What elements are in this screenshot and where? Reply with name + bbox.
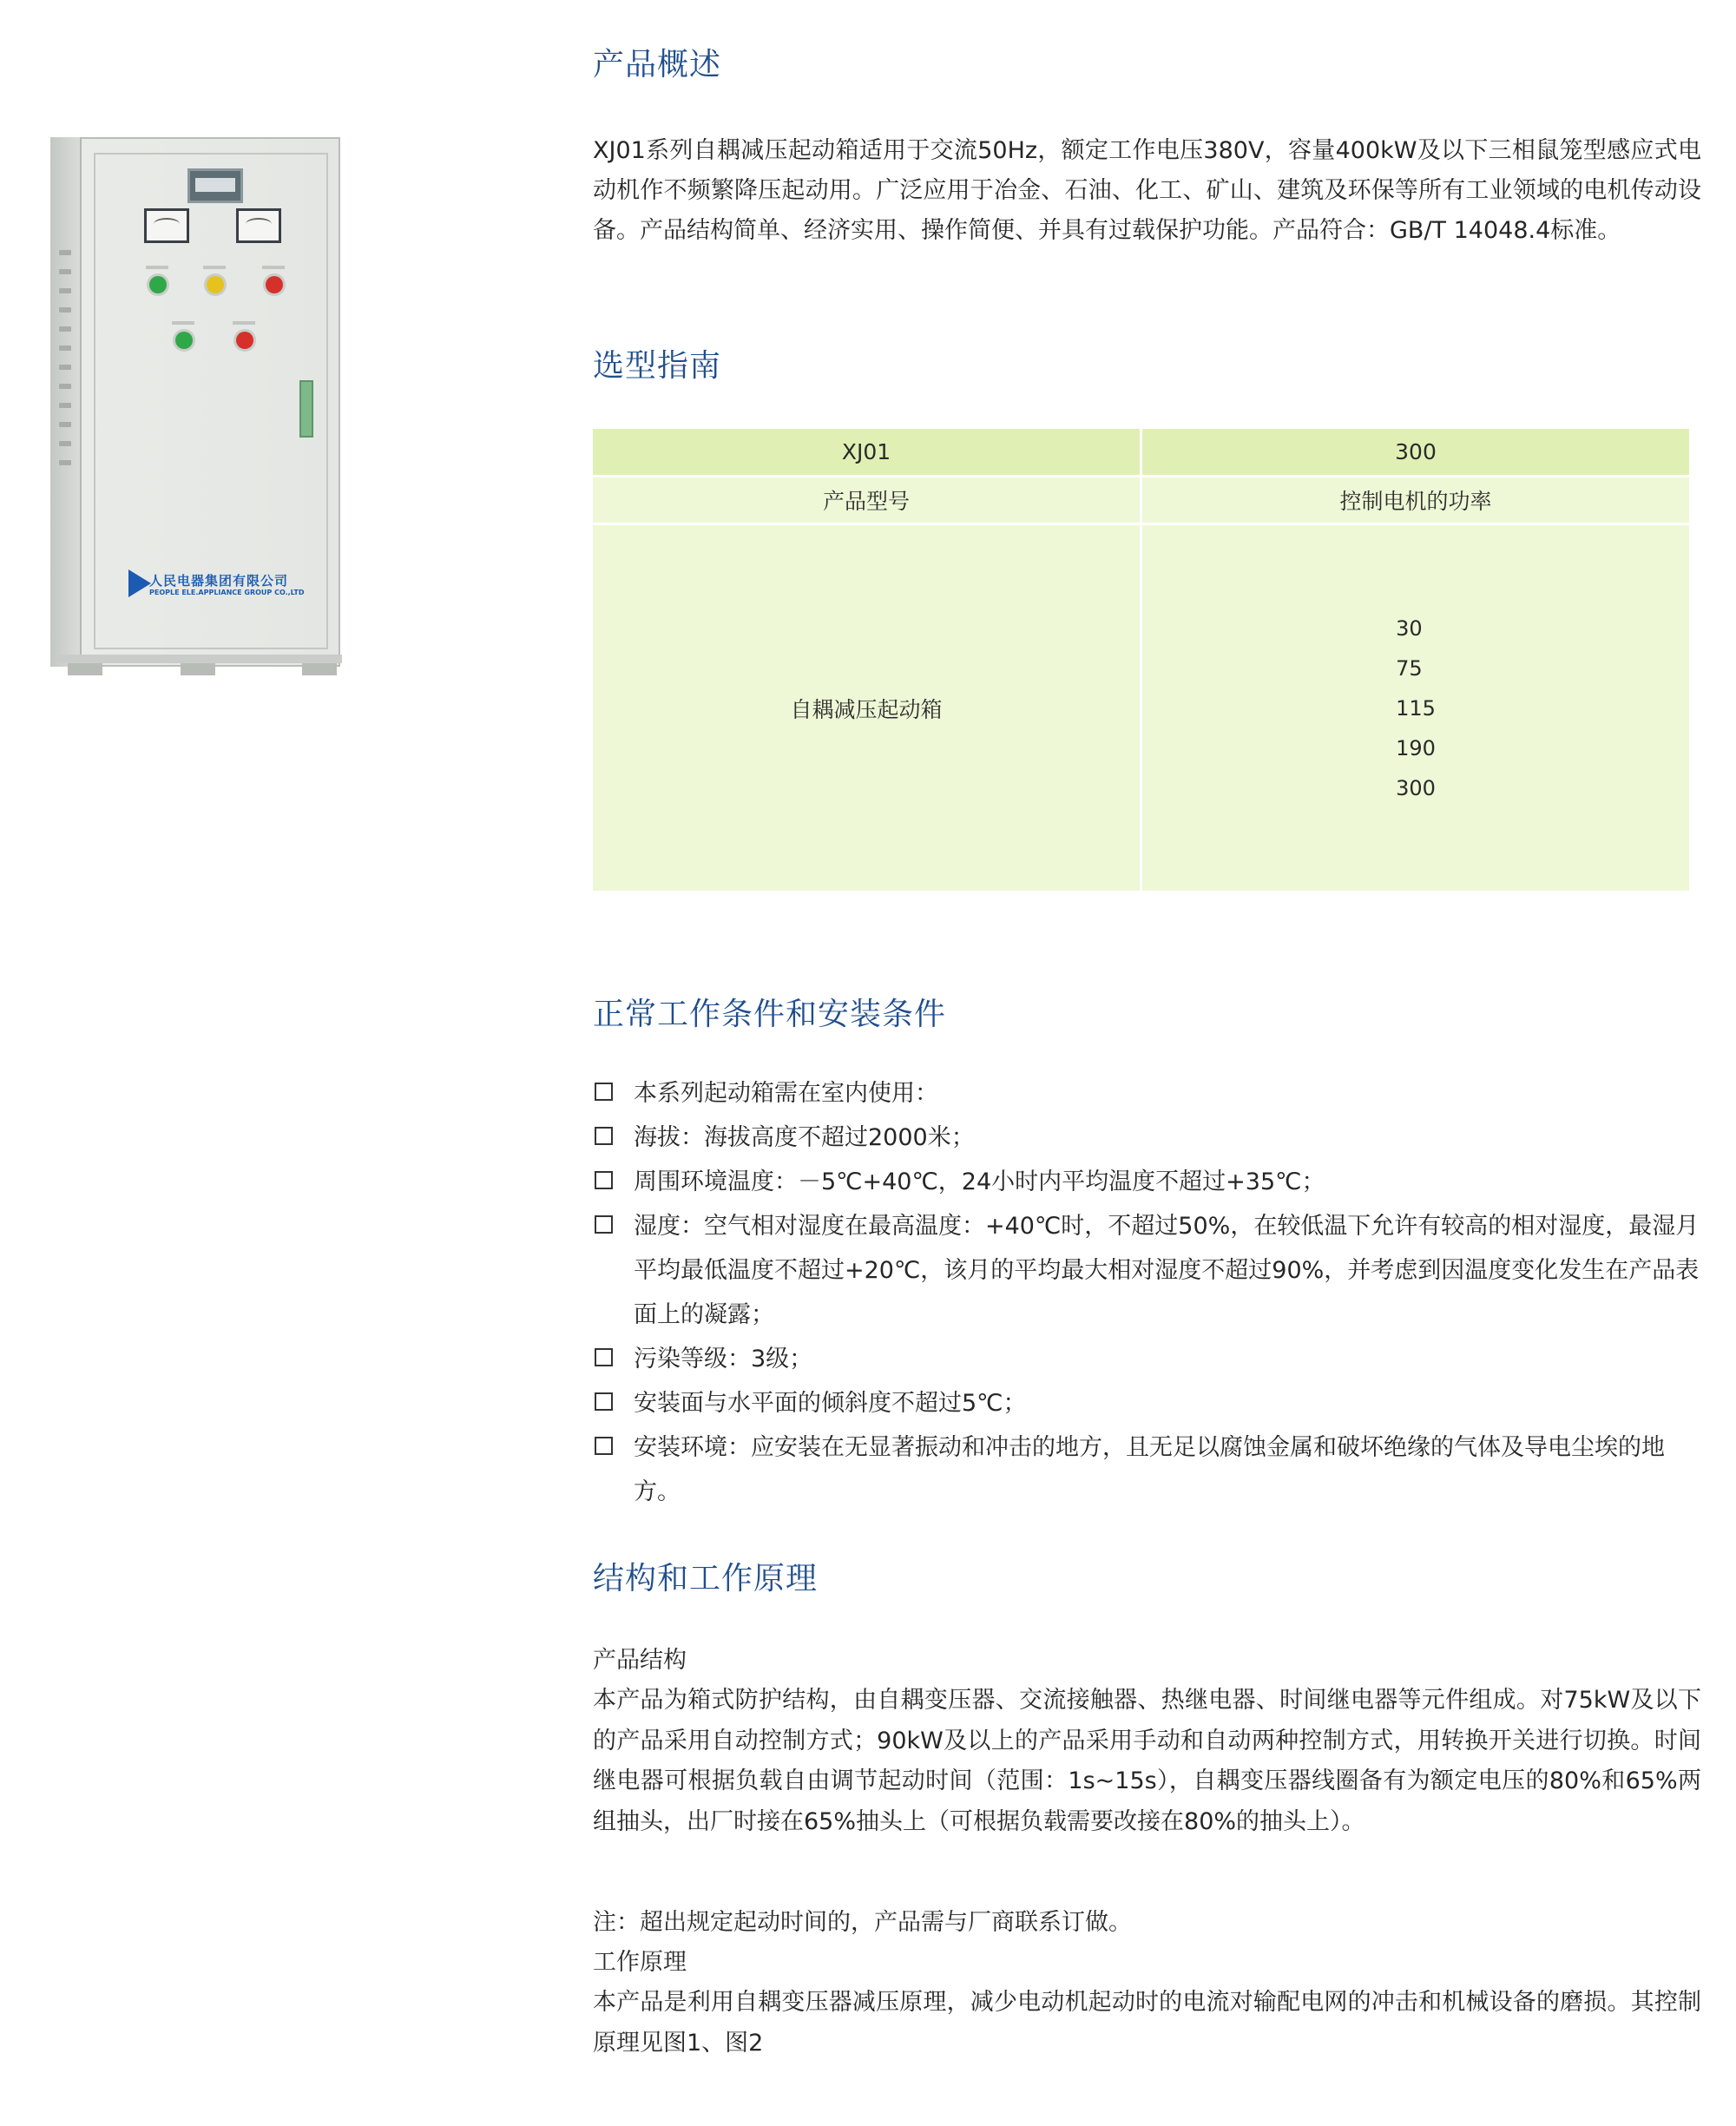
changeover-switch-icon	[299, 380, 313, 438]
product-name-cell: 自耦减压起动箱	[593, 524, 1141, 892]
list-item: 污染等级：3级；	[593, 1337, 1704, 1381]
vent-slot	[59, 460, 71, 465]
structure-text: 本产品为箱式防护结构，由自耦变压器、交流接触器、热继电器、时间继电器等元件组成。对75kW及以下的产品采用自动控制方式；90kW及以上的产品采用手动和自动两种控制方式，用转换开关进行切换。时间继电器可根据负载自由调节起动时间（范围：1s~15s），自耦变压器线圈备有为额定电压的80%和65%两组抽头，出厂时接在65%抽头上（可根据负载需要改接在80%的抽头上）。	[593, 1687, 1701, 1835]
power-label-cell: 控制电机的功率	[1141, 477, 1690, 524]
power-code-cell: 300	[1141, 429, 1690, 477]
cabinet-base	[56, 655, 342, 663]
power-value: 300	[1396, 775, 1436, 800]
vent-slot	[59, 403, 71, 408]
power-value: 190	[1396, 735, 1436, 760]
cabinet-foot	[68, 663, 102, 675]
power-value: 75	[1396, 655, 1423, 681]
checkbox-icon	[595, 1348, 613, 1366]
red-lamp-icon	[266, 276, 283, 293]
overview-text: XJ01系列自耦减压起动箱适用于交流50Hz，额定工作电压380V，容量400kW及以下三相鼠笼型感应式电动机作不频繁降压起动用。广泛应用于冶金、石油、化工、矿山、建筑及环保等所有工业领域的电机传动设备。产品结构简单、经济实用、操作简便、并具有过载保护功能。产品符合：GB/T 14048.4标准。	[593, 137, 1701, 244]
principle-subheading: 工作原理	[593, 1949, 687, 1976]
product-cabinet-image	[50, 137, 345, 693]
structure-heading: 结构和工作原理	[593, 1561, 819, 1596]
green-lamp-icon	[149, 276, 167, 293]
yellow-lamp-icon	[207, 276, 224, 293]
power-values-cell	[1141, 524, 1690, 892]
company-logo-icon	[128, 569, 151, 597]
vent-slot	[59, 326, 71, 332]
button-label	[233, 321, 255, 325]
company-name-en: PEOPLE ELE.APPLIANCE GROUP CO.,LTD	[149, 589, 305, 596]
lamp-label	[203, 266, 226, 269]
stop-button-icon	[236, 332, 253, 349]
vent-slot	[59, 441, 71, 446]
lamp-label	[146, 266, 168, 269]
table-row	[593, 429, 1689, 477]
list-item: 本系列起动箱需在室内使用：	[593, 1071, 1704, 1116]
checkbox-icon	[595, 1215, 613, 1234]
principle-text: 本产品是利用自耦变压器减压原理，减少电动机起动时的电流对输配电网的冲击和机械设备的磨损。其控制原理见图1、图2	[593, 1989, 1701, 2057]
vent-slot	[59, 269, 71, 274]
table-row	[593, 524, 1689, 892]
cabinet-foot	[181, 663, 215, 675]
conditions-list	[593, 1071, 1704, 1514]
checkbox-icon	[595, 1171, 613, 1189]
cabinet-side-panel	[50, 137, 82, 667]
company-name-cn: 人民电器集团有限公司	[149, 573, 289, 589]
start-button-icon	[175, 332, 193, 349]
vent-slot	[59, 346, 71, 351]
table-row	[593, 477, 1689, 524]
selection-heading: 选型指南	[593, 348, 722, 384]
overview-heading: 产品概述	[593, 47, 722, 82]
checkbox-icon	[595, 1127, 613, 1145]
power-value: 115	[1396, 695, 1436, 721]
checkbox-icon	[595, 1392, 613, 1411]
vent-slot	[59, 307, 71, 313]
structure-note: 注：超出规定起动时间的，产品需与厂商联系订做。	[593, 1909, 1132, 1936]
vent-slot	[59, 422, 71, 427]
cabinet-foot	[302, 663, 337, 675]
vent-slot	[59, 250, 71, 255]
button-label	[172, 321, 194, 325]
conditions-heading: 正常工作条件和安装条件	[593, 997, 947, 1032]
checkbox-icon	[595, 1437, 613, 1455]
selection-table	[593, 429, 1689, 891]
list-item: 周围环境温度：－5℃+40℃，24小时内平均温度不超过+35℃；	[593, 1160, 1704, 1204]
vent-slot	[59, 384, 71, 389]
model-label-cell: 产品型号	[593, 477, 1141, 524]
list-item: 安装环境：应安装在无显著振动和冲击的地方，且无足以腐蚀金属和破坏绝缘的气体及导电尘埃的地方。	[593, 1425, 1704, 1514]
model-code-cell: XJ01	[593, 429, 1141, 477]
lamp-label	[262, 266, 285, 269]
list-item: 海拔：海拔高度不超过2000米；	[593, 1116, 1704, 1160]
ammeter-icon	[144, 208, 189, 243]
structure-subheading: 产品结构	[593, 1647, 687, 1674]
vent-slot	[59, 365, 71, 370]
power-value: 30	[1396, 615, 1423, 641]
list-item: 安装面与水平面的倾斜度不超过5℃；	[593, 1381, 1704, 1425]
voltmeter-icon	[236, 208, 281, 243]
power-list	[1396, 609, 1436, 808]
vent-slot	[59, 288, 71, 293]
list-item: 湿度：空气相对湿度在最高温度：+40℃时，不超过50%，在较低温下允许有较高的相对湿度，最湿月平均最低温度不超过+20℃，该月的平均最大相对湿度不超过90%，并考虑到因温度变化发生在产品表面上的凝露；	[593, 1204, 1704, 1337]
nameplate-icon	[187, 168, 243, 203]
checkbox-icon	[595, 1083, 613, 1101]
